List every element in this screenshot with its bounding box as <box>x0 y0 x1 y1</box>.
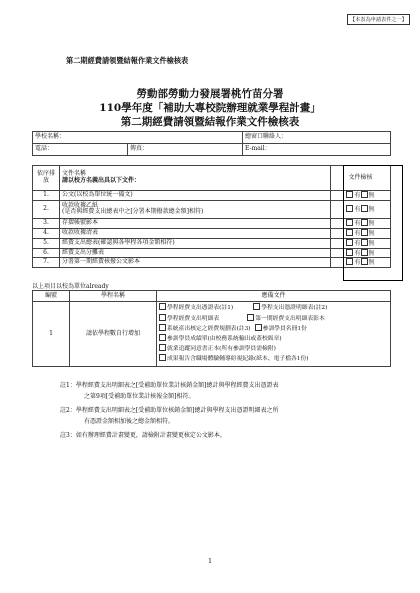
doc-checkbox[interactable] <box>159 354 166 361</box>
footnote: 註1：學程經費支出明細表之[受補助單位業計核銷金額]總計與學程經費支出憑證表 <box>60 382 279 389</box>
contact-field[interactable]: 總窗口聯絡人： <box>243 132 391 144</box>
documents-table <box>32 290 391 367</box>
checklist-table <box>32 165 391 268</box>
footnote: 有憑證金額相加後之總金額相符。 <box>84 418 175 425</box>
table-row: 7. 分署第一期經費核撥公文影本 有 無 <box>33 258 391 268</box>
doc-checkbox[interactable] <box>159 334 166 341</box>
footnote: 註2：學程經費支出明細表之[受補助單位核銷金額]總計與學程支出憑證明細表之所 <box>60 407 279 414</box>
col-seq: 依序排放 <box>33 166 60 191</box>
col-check: 文件檢核 <box>331 166 391 191</box>
table-row: 1 請依學程數自行增加 學程經費支出憑證表(註1) 學程支出憑證明細表(註2) 學程經費支出明細表 第一期經費支出明細表影本 系統產出核定之經費規劃表(註3) 參訓學員名冊1份 參訓學員成績單(由校務系統輸出或蓋校級章) 就業追蹤同意書正本(所有參訓學員需檢附) 成果報告含職場體驗輔導紛視紀錄(紙本、電子檔各1份) <box>33 302 391 367</box>
form-title: 第二期經費請領暨結報作業文件檢核表 <box>66 56 189 65</box>
doc-checkbox[interactable] <box>253 303 260 310</box>
footnote: 之第9項[受補助單位業計核報金額]相符。 <box>84 393 195 400</box>
doc-checkbox[interactable] <box>159 303 166 310</box>
table-row: 2. 收款收據乙紙 (是否與經費支出總表中之[分署本期撥款總金額]相符) 有 無 <box>33 200 391 218</box>
col-no: 編號 <box>33 291 70 302</box>
doc-checkbox[interactable] <box>255 324 262 331</box>
doc-checkbox[interactable] <box>247 314 254 321</box>
doc-checkbox[interactable] <box>159 324 166 331</box>
table-row: 6. 經費支出分攤表 有 無 <box>33 248 391 258</box>
page-number: 1 <box>208 558 212 565</box>
table-row: 1. 公文(以校為單位統一備文) 有 無 <box>33 191 391 201</box>
title-line3: 第二期經費請領暨結報作業文件檢核表 <box>120 116 300 128</box>
title-line1: 勞動部勞動力發展署桃竹苗分署 <box>136 88 284 100</box>
unit-note: 以上項目以校為單位already <box>32 283 109 290</box>
title-line2: 110學年度「補助大專校院辦理就業學程計畫」 <box>99 102 321 114</box>
col-program: 學程名稱 <box>70 291 157 302</box>
phone-field[interactable]: 電話： <box>33 144 128 156</box>
doc-checkbox[interactable] <box>159 314 166 321</box>
header-tag: 【本表為申請表件之一】 <box>347 14 410 25</box>
col-name: 文件名稱 請以校方名義出具以下文件： <box>60 166 331 191</box>
email-field[interactable]: E-mail： <box>243 144 391 156</box>
table-row: 4. 收款收據清表 有 無 <box>33 228 391 238</box>
col-docs: 應備文件 <box>157 291 391 302</box>
info-table <box>32 131 391 156</box>
doc-checkbox[interactable] <box>159 344 166 351</box>
check-column-frame <box>343 165 403 281</box>
school-field[interactable]: 學校名稱： <box>33 132 243 144</box>
footnote: 註3：如有辦理經費計畫變更，請檢附計畫變更核定公文影本。 <box>60 432 226 439</box>
table-row: 3. 存摺帳號影本 有 無 <box>33 218 391 228</box>
table-row: 5. 經費支出總表(確認與各學程各項金額相符) 有 無 <box>33 238 391 248</box>
fax-field[interactable]: 傳真： <box>128 144 243 156</box>
